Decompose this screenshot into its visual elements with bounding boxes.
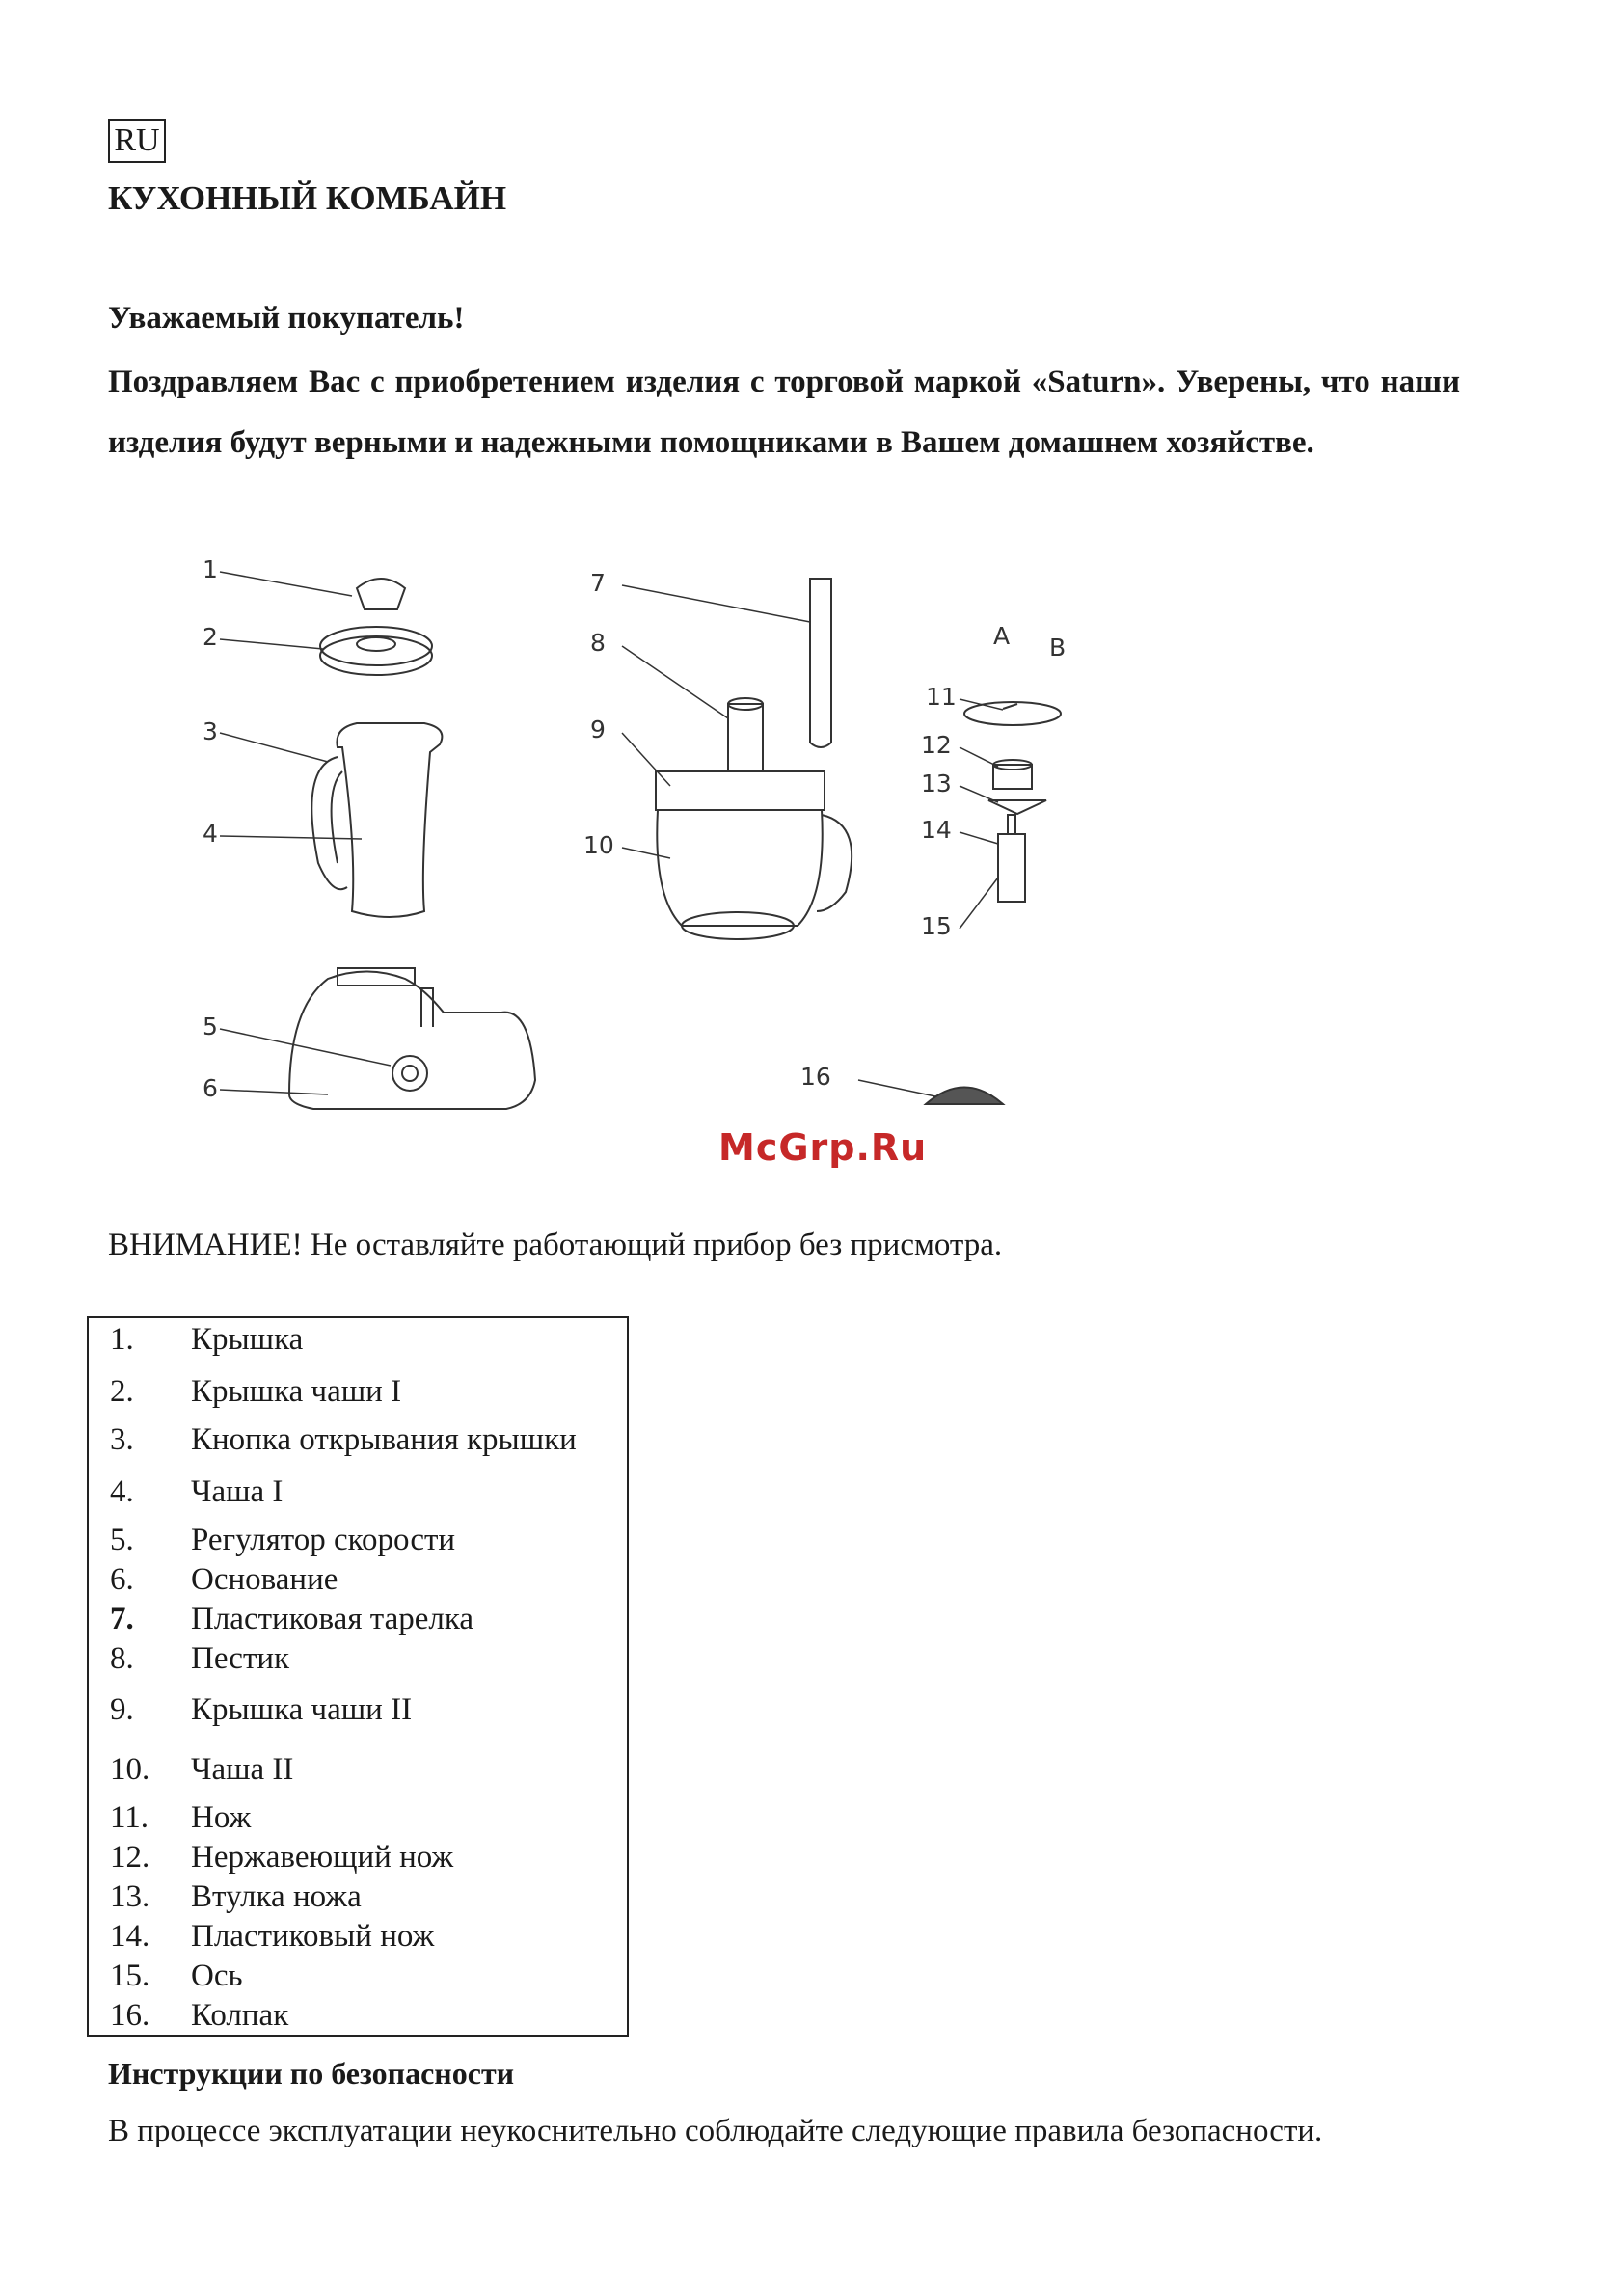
safety-text: В процессе эксплуатации неукоснительно соблюдайте следующие правила безопасности. [108, 2114, 1323, 2148]
callout-6: 6 [203, 1074, 218, 1102]
callout-7: 7 [590, 569, 606, 597]
list-item: 15. Ось [110, 1958, 243, 1993]
safety-heading: Инструкции по безопасности [108, 2056, 515, 2091]
callout-14: 14 [921, 816, 952, 844]
callout-5: 5 [203, 1013, 218, 1040]
disc-label-a: A [993, 622, 1011, 650]
list-item: 13. Втулка ножа [110, 1879, 362, 1914]
callout-4: 4 [203, 820, 218, 848]
list-item: 16. Колпак [110, 1998, 289, 2033]
page-title: КУХОННЫЙ КОМБАЙН [108, 179, 507, 217]
jar-lid-drawing [320, 627, 432, 665]
watermark: McGrp.Ru [718, 1126, 928, 1169]
list-item: 9. Крышка чаши II [110, 1692, 413, 1727]
callout-1: 1 [203, 555, 218, 583]
list-item: 2. Крышка чаши I [110, 1374, 402, 1409]
greeting: Уважаемый покупатель! [108, 301, 465, 336]
callout-3: 3 [203, 717, 218, 745]
list-item: 1. Крышка [110, 1322, 304, 1357]
language-badge: RU [108, 119, 166, 163]
shaft-drawing [998, 834, 1025, 902]
callout-10: 10 [583, 831, 614, 859]
list-item: 4. Чаша I [110, 1474, 284, 1509]
blender-jar-drawing [337, 723, 442, 917]
spatula-drawing [810, 579, 831, 747]
callout-2: 2 [203, 623, 218, 651]
parts-list [87, 1316, 629, 2037]
cap-drawing [926, 1088, 1003, 1105]
list-item: 3. Кнопка открывания крышки [110, 1422, 577, 1457]
callout-12: 12 [921, 731, 952, 759]
callout-9: 9 [590, 716, 606, 743]
callout-16: 16 [800, 1063, 831, 1091]
list-item: 14. Пластиковый нож [110, 1919, 435, 1954]
list-item: 12. Нержавеющий нож [110, 1840, 454, 1875]
pusher-drawing [728, 704, 763, 771]
callout-15: 15 [921, 912, 952, 940]
parts-diagram [193, 535, 1067, 1181]
intro-paragraph: Поздравляем Вас с приобретением изделия с торговой маркой «Saturn». Уверены, что наши изделия будут верными и надежными помощниками в Вашем домашнем хозяйстве. [108, 365, 1460, 460]
callout-13: 13 [921, 770, 952, 797]
disc-label-b: B [1049, 634, 1067, 662]
list-item: 11. Нож [110, 1800, 252, 1835]
processor-bowl-drawing [656, 771, 825, 810]
list-item: 5. Регулятор скорости [110, 1523, 456, 1557]
list-item: 8. Пестик [110, 1641, 290, 1676]
callout-8: 8 [590, 629, 606, 657]
list-item: 7. Пластиковая тарелка [110, 1602, 474, 1636]
list-item: 6. Основание [110, 1562, 338, 1597]
callout-11: 11 [926, 683, 957, 711]
list-item: 10. Чаша II [110, 1752, 294, 1787]
lid-cap-drawing [357, 579, 405, 609]
warning-text: ВНИМАНИЕ! Не оставляйте работающий прибор без присмотра. [108, 1228, 1003, 1262]
motor-base-drawing [289, 972, 535, 1110]
